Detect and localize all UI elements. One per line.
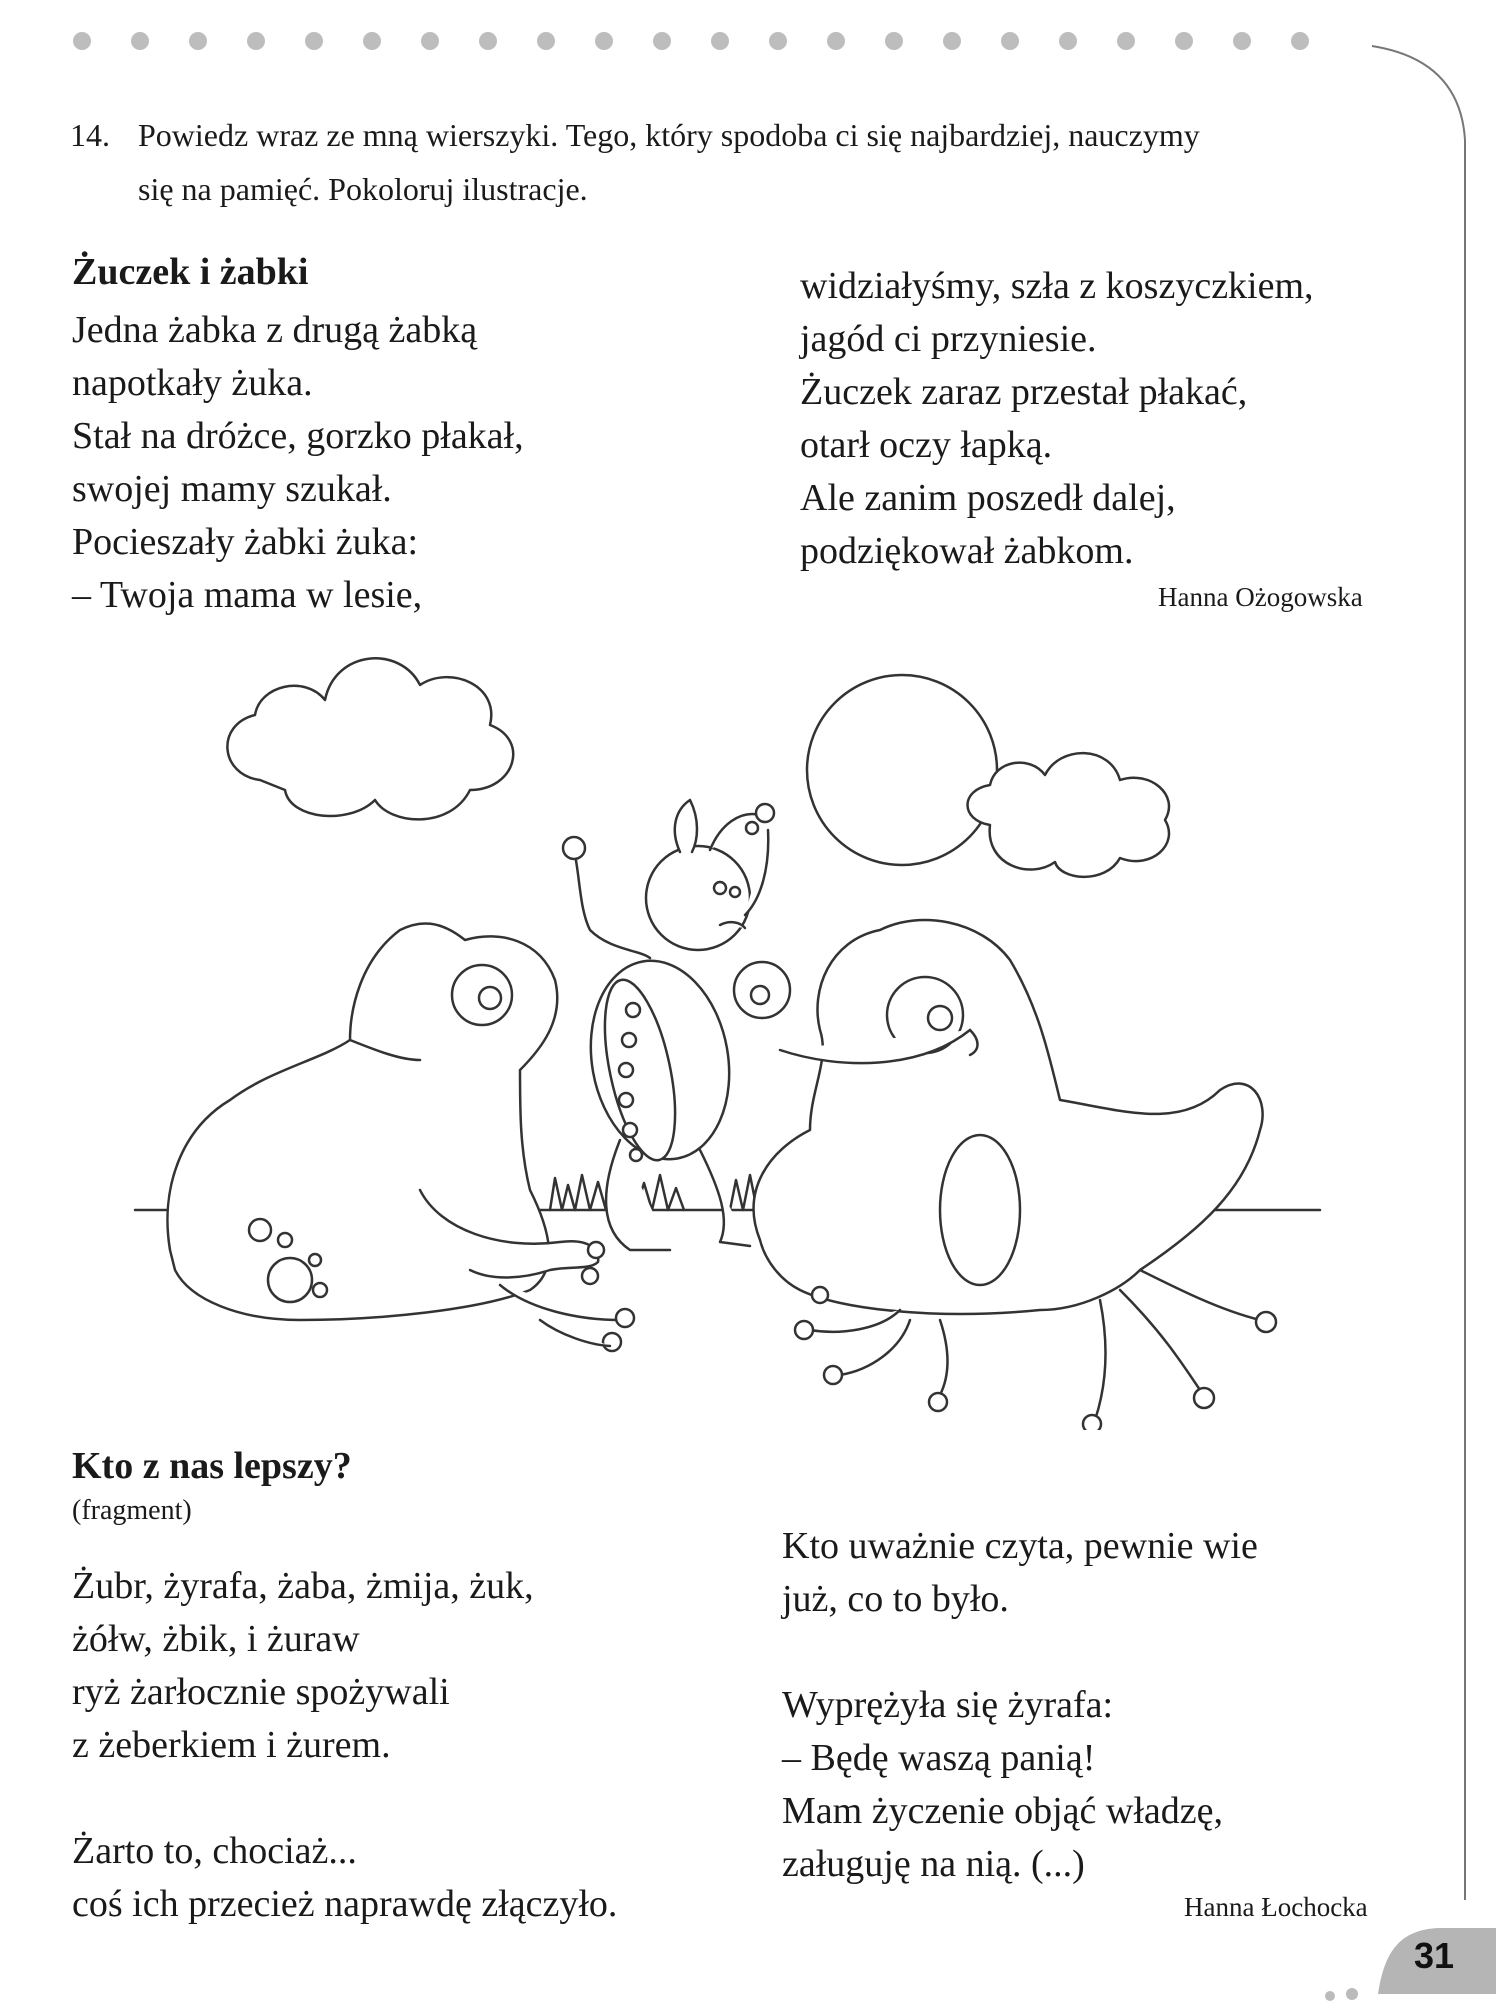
poem-line: otarł oczy łapką. [800,424,1053,466]
poem-line: Ale zanim poszedł dalej, [800,477,1176,519]
poem-line [72,1772,617,1825]
right-frog-drawing [734,920,1276,1430]
poem-line: Jedna żabka z drugą żabką [72,309,478,351]
poem-line: – Twoja mama w lesie, [72,574,423,616]
poem-1-author: Hanna Ożogowska [1158,582,1363,612]
poem-line: Żubr, żyrafa, żaba, żmija, żuk, [72,1565,534,1607]
poem-line: Wyprężyła się żyrafa: [782,1684,1114,1726]
page-number: 31 [1413,1935,1455,1976]
poem-line: Żarto to, chociaż... [72,1830,357,1872]
poem-line: podziękował żabkom. [800,530,1134,572]
poem-1-right-column [800,260,1314,578]
poem-line: Kto uważnie czyta, pewnie wie [782,1525,1258,1567]
poem-line: Mam życzenie objąć władzę, [782,1790,1223,1832]
poem-2-right-column [782,1520,1258,1891]
poem-2-left-column [72,1560,617,1931]
left-frog-drawing [168,923,635,1351]
poem-line: załuguję na nią. (...) [782,1843,1085,1885]
instruction-line-2: się na pamięć. Pokoloruj ilustracje. [138,171,588,207]
poem-2-title: Kto z nas lepszy? [72,1445,352,1487]
frogs-and-beetle-illustration [120,630,1350,1430]
poem-line: napotkały żuka. [72,362,313,404]
instruction-line-1: Powiedz wraz ze mną wierszyki. Tego, który spodoba ci się najbardziej, nauczymy [138,117,1200,153]
poem-1-left-column [72,304,524,622]
sun-drawing [807,675,997,865]
poem-2-subtitle: (fragment) [72,1495,192,1526]
poem-line: swojej mamy szukał. [72,468,392,510]
cloud-drawing [227,658,513,819]
poem-line: widziałyśmy, szła z koszyczkiem, [800,265,1314,307]
poem-line: Pocieszały żabki żuka: [72,521,419,563]
poem-line: coś ich przecież naprawdę złączyło. [72,1883,618,1925]
poem-line: żółw, żbik, i żuraw [72,1618,360,1660]
exercise-number: 14. [70,117,110,153]
decorative-dot-row [60,30,1320,52]
poem-line: – Będę waszą panią! [782,1737,1096,1779]
poem-line: ryż żarłocznie spożywali [72,1671,450,1713]
poem-line: Stał na dróżce, gorzko płakał, [72,415,524,457]
poem-1-title: Żuczek i żabki [72,251,309,293]
poem-line: już, co to było. [782,1578,1009,1620]
poem-line [782,1626,1258,1679]
poem-line: jagód ci przyniesie. [800,318,1097,360]
poem-2-author: Hanna Łochocka [1184,1892,1368,1922]
cloud-drawing [968,753,1169,877]
poem-line: z żeberkiem i żurem. [72,1724,391,1766]
poem-line: Żuczek zaraz przestał płakać, [800,371,1248,413]
beetle-drawing [563,800,774,1250]
